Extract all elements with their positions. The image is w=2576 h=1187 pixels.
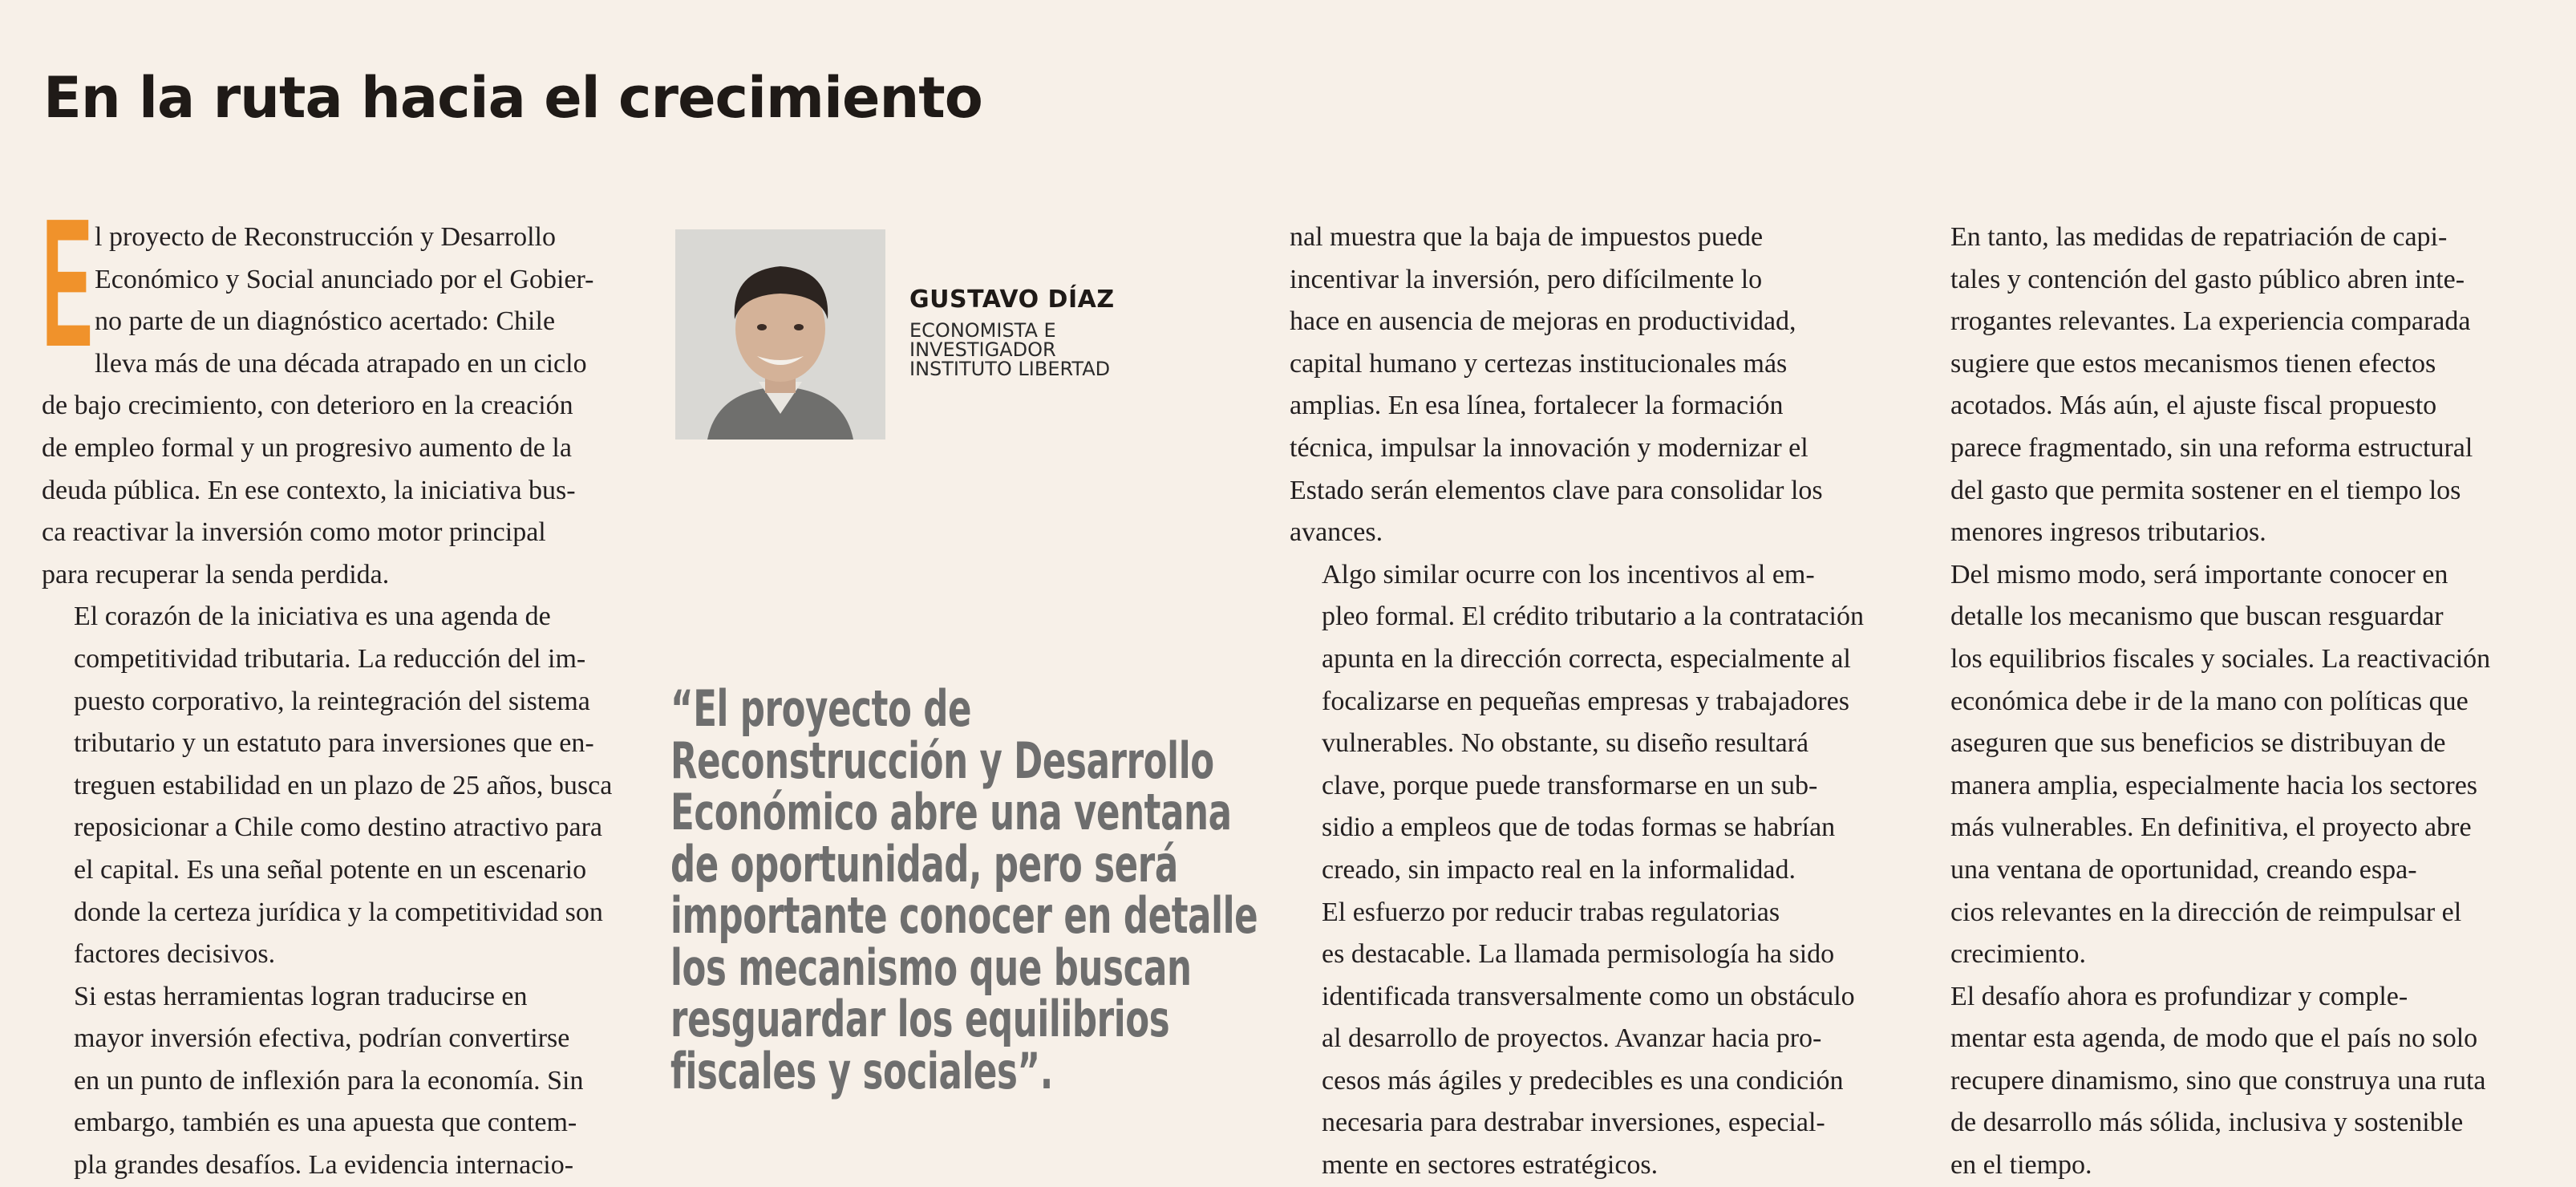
text-line: Del mismo modo, será importante conocer en [1950, 559, 2448, 589]
text-line: pleo formal. El crédito tributario a la contratación [1322, 602, 1864, 632]
pull-quote [670, 679, 1258, 1100]
pull-quote-line: “El proyecto de [670, 679, 972, 738]
text-line: Económico y Social anunciado por el Gobier- [95, 264, 594, 294]
text-line: cesos más ágiles y predecibles es una condición [1322, 1065, 1844, 1096]
text-line: manera amplia, especialmente hacia los sectores [1950, 770, 2478, 800]
author-name: GUSTAVO DÍAZ [909, 286, 1115, 314]
text-line: donde la certeza jurídica y la competitividad son [74, 897, 603, 927]
text-line: técnica, impulsar la innovación y modernizar el [1290, 432, 1808, 463]
text-line: tributario y un estatuto para inversiones que en- [74, 728, 594, 759]
author-role-line: INVESTIGADOR [909, 338, 1056, 361]
pull-quote-line: los mecanismo que buscan [670, 938, 1192, 997]
text-line: competitividad tributaria. La reducción del im- [74, 643, 586, 674]
text-column-3 [1918, 217, 2528, 1187]
paragraph [1290, 554, 1899, 892]
text-line: detalle los mecanismo que buscan resguardar [1950, 602, 2444, 632]
drop-cap-letter: E [42, 181, 93, 385]
text-line: recupere dinamismo, sino que construya una ruta [1950, 1065, 2486, 1096]
text-line: puesto corporativo, la reintegración del sistema [74, 686, 590, 716]
text-line: hace en ausencia de mejoras en productividad, [1290, 306, 1796, 337]
text-line: necesaria para destrabar inversiones, especial- [1322, 1108, 1825, 1138]
paragraph [1918, 217, 2528, 554]
text-line: l proyecto de Reconstrucción y Desarrollo [95, 222, 556, 252]
author-role [909, 321, 1166, 379]
text-line: aseguren que sus beneficios se distribuyan de [1950, 728, 2446, 759]
author-role-line: INSTITUTO LIBERTAD [909, 358, 1111, 380]
text-line: sugiere que estos mecanismos tienen efectos [1950, 348, 2436, 379]
text-line: no parte de un diagnóstico acertado: Chile [95, 306, 556, 337]
author-role-line: ECONOMISTA E [909, 319, 1056, 342]
text-line: mentar esta agenda, de modo que el país no solo [1950, 1023, 2478, 1054]
text-line: Algo similar ocurre con los incentivos al em- [1322, 559, 1815, 589]
text-line: cios relevantes en la dirección de reimpulsar el [1950, 897, 2462, 927]
text-line: menores ingresos tributarios. [1950, 517, 2266, 548]
text-line: embargo, también es una apuesta que contem- [74, 1108, 577, 1138]
text-line: vulnerables. No obstante, su diseño resultará [1322, 728, 1809, 759]
text-line: Estado serán elementos clave para consolidar los [1290, 475, 1823, 505]
paragraph [42, 596, 635, 975]
text-column-1 [42, 181, 635, 1187]
text-line: incentivar la inversión, pero difícilmente lo [1290, 264, 1763, 294]
pull-quote-line: de oportunidad, pero será [670, 834, 1178, 893]
text-line: crecimiento. [1950, 939, 2086, 970]
pull-quote-line: Reconstrucción y Desarrollo [670, 731, 1214, 790]
author-portrait-icon [675, 229, 885, 440]
text-line: del gasto que permita sostener en el tiempo los [1950, 475, 2461, 505]
text-line: Si estas herramientas logran traducirse en [74, 981, 528, 1011]
text-line: los equilibrios fiscales y sociales. La reactivación [1950, 643, 2491, 674]
text-line: apunta en la dirección correcta, especialmente al [1322, 643, 1851, 674]
text-line: al desarrollo de proyectos. Avanzar hacia pro- [1322, 1023, 1822, 1054]
text-line: en el tiempo. [1950, 1150, 2092, 1181]
text-line: El esfuerzo por reducir trabas regulatorias [1322, 897, 1780, 927]
text-line: clave, porque puede transformarse en un sub- [1322, 770, 1818, 800]
text-line: lleva más de una década atrapado en un ciclo [95, 348, 587, 379]
pull-quote-line: fiscales y sociales”. [670, 1041, 1053, 1100]
text-line: capital humano y certezas institucionales más [1290, 348, 1788, 379]
text-line: factores decisivos. [74, 939, 276, 970]
text-line: en un punto de inflexión para la economía. Sin [74, 1065, 584, 1096]
text-line: el capital. Es una señal potente en un escenario [74, 854, 587, 885]
text-line: rrogantes relevantes. La experiencia comparada [1950, 306, 2471, 337]
pull-quote-line: resguardar los equilibrios [670, 990, 1170, 1048]
text-line: de desarrollo más sólida, inclusiva y sostenible [1950, 1108, 2464, 1138]
text-line: es destacable. La llamada permisología ha sido [1322, 939, 1835, 970]
paragraph [1290, 217, 1899, 554]
text-line: creado, sin impacto real en la informalidad. [1322, 854, 1796, 885]
text-line: ca reactivar la inversión como motor principal [42, 517, 546, 548]
text-line: de empleo formal y un progresivo aumento de la [42, 432, 572, 463]
text-line: nal muestra que la baja de impuestos puede [1290, 222, 1764, 252]
text-line: mente en sectores estratégicos. [1322, 1150, 1659, 1181]
text-line: una ventana de oportunidad, creando espa- [1950, 854, 2417, 885]
text-line: En tanto, las medidas de repatriación de capi- [1950, 222, 2448, 252]
text-line: mayor inversión efectiva, podrían convertirse [74, 1023, 570, 1054]
paragraph [1918, 554, 2528, 976]
paragraph [1918, 976, 2528, 1187]
paragraph [1290, 892, 1899, 1187]
text-line: pla grandes desafíos. La evidencia internacio- [74, 1150, 574, 1181]
headline: En la ruta hacia el crecimiento [43, 64, 982, 131]
pull-quote-line: Económico abre una ventana [670, 783, 1232, 841]
text-line: acotados. Más aún, el ajuste fiscal propuesto [1950, 391, 2437, 421]
text-line: deuda pública. En ese contexto, la iniciativa bus- [42, 475, 576, 505]
text-line: tales y contención del gasto público abren inte- [1950, 264, 2465, 294]
text-line: treguen estabilidad en un plazo de 25 años, busca [74, 770, 613, 800]
text-line: más vulnerables. En definitiva, el proyecto abre [1950, 812, 2472, 843]
text-line: focalizarse en pequeñas empresas y trabajadores [1322, 686, 1849, 716]
text-column-2 [1290, 217, 1899, 1187]
text-line: avances. [1290, 517, 1383, 548]
text-line: parece fragmentado, sin una reforma estructural [1950, 432, 2473, 463]
text-line: de bajo crecimiento, con deterioro en la creación [42, 391, 573, 421]
pull-quote-line: importante conocer en detalle [670, 886, 1258, 945]
text-line: reposicionar a Chile como destino atractivo para [74, 812, 602, 843]
text-line: para recuperar la senda perdida. [42, 559, 390, 589]
text-line: identificada transversalmente como un obstáculo [1322, 981, 1855, 1011]
paragraph [42, 181, 635, 596]
text-line: El corazón de la iniciativa es una agenda de [74, 602, 551, 632]
text-line: El desafío ahora es profundizar y comple- [1950, 981, 2408, 1011]
text-line: amplias. En esa línea, fortalecer la formación [1290, 391, 1784, 421]
paragraph [42, 976, 635, 1187]
text-line: económica debe ir de la mano con políticas que [1950, 686, 2469, 716]
text-line: sidio a empleos que de todas formas se habrían [1322, 812, 1836, 843]
